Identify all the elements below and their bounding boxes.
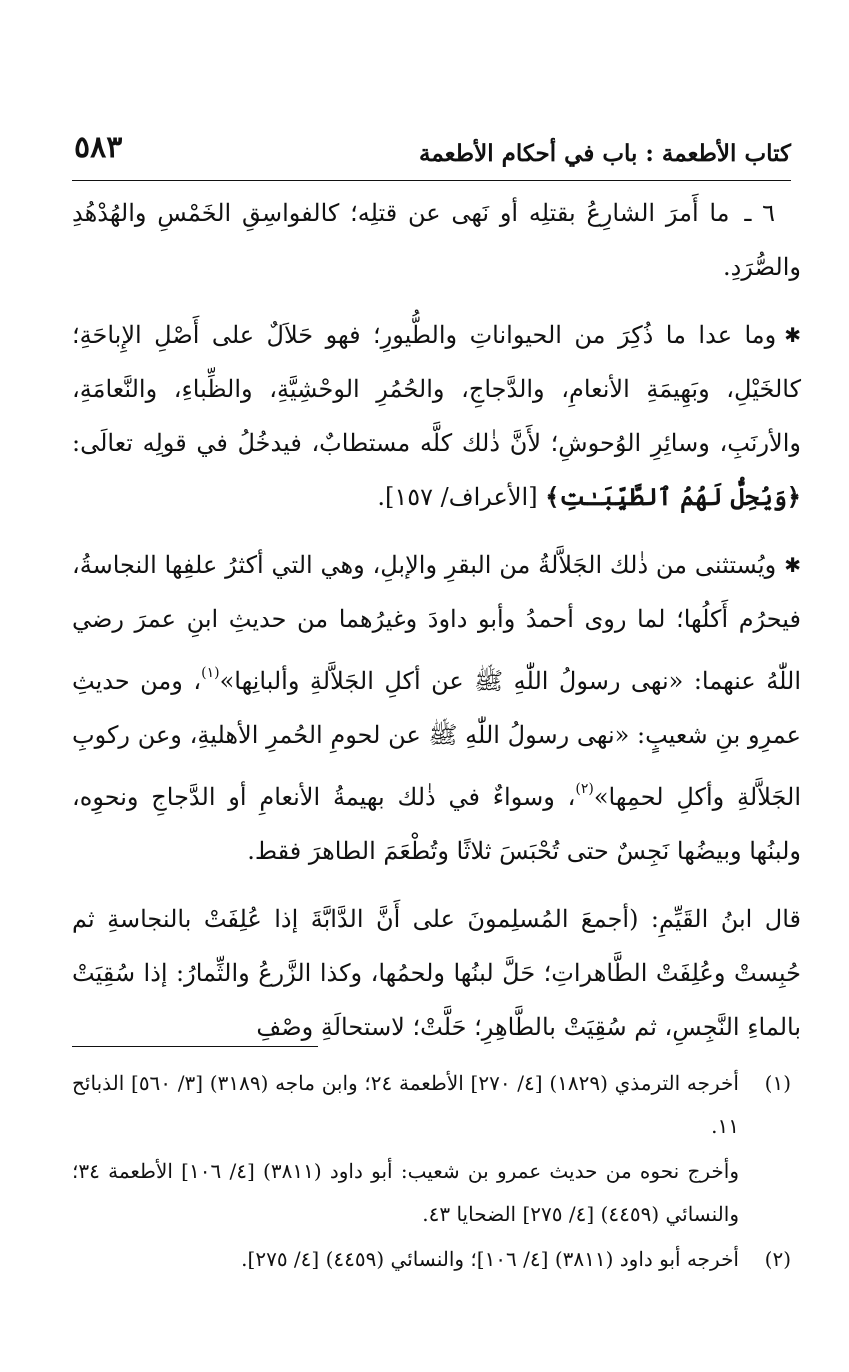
item-number: ٦ ـ [744, 199, 775, 227]
footnote-text: أخرجه أبو داود (٣٨١١) [٤/ ١٠٦]؛ والنسائي (٤٤٥٩) [٤/ ٢٧٥]. [241, 1247, 739, 1271]
main-text [72, 186, 801, 1068]
paragraph-text: ، ومن حديثِ عمرِو بنِ شعيبٍ: «نهى رسولُ اللّٰهِ ﷺ عن لحومِ الحُمرِ الأهليةِ، وعن ركوبِ الجَلاَّلةِ وأكلِ لحمِها» [72, 667, 802, 811]
footnote-text: أخرجه الترمذي (١٨٢٩) [٤/ ٢٧٠] الأطعمة ٢٤؛ وابن ماجه (٣١٨٩) [٣/ ٥٦٠] الذبائح ١١. [72, 1071, 739, 1138]
asterisk-icon: ✱ [784, 323, 801, 347]
asterisk-icon: ✱ [784, 553, 801, 577]
paragraph-6 [72, 186, 801, 294]
footnote-1 [72, 1062, 791, 1148]
paragraph-text: ، وسواءٌ في ذٰلك بهيمةُ الأنعامِ أو الدَّجاجِ ونحوِه، ولبنُها وبيضُها نَجِسٌ حتى تُحْبَسَ ثلاثًا وتُطْعَمَ الطاهرَ فقط. [72, 783, 801, 865]
paragraph-ibn-qayyim [72, 892, 801, 1054]
paragraph-jallala [72, 538, 801, 878]
paragraph-permitted-animals [72, 308, 801, 524]
footnote-2 [72, 1238, 791, 1281]
quran-verse: ﴿وَيُحِلُّ لَهُمُ ٱلطَّيِّبَـٰتِ﴾ [545, 482, 801, 511]
verse-citation: [الأعراف/ ١٥٧]. [377, 483, 538, 511]
footnote-ref-1[interactable]: (١) [201, 665, 220, 681]
footnote-ref-2[interactable]: (٢) [575, 781, 594, 797]
footnote-divider [72, 1046, 318, 1047]
footnote-1-continued [72, 1150, 791, 1236]
running-header [72, 120, 791, 181]
paragraph-text: وما عدا ما ذُكِرَ من الحيواناتِ والطُّيورِ؛ فهو حَلاَلٌ على أَصْلِ الإِباحَةِ؛ كالخَيْلِ، وبَهِيمَةِ الأنعامِ، والدَّجاجِ، والحُمُرِ الوحْشِيَّةِ، والظِّباءِ، والنَّعامَةِ، والأرنَبِ، وسائِرِ الوُحوشِ؛ لأَنَّ ذٰلك كلَّه مستطابٌ، فيدخُلُ في قولِه تعالَى: [72, 321, 801, 457]
chapter-title: كتاب الأطعمة : باب في أحكام الأطعمة [419, 140, 791, 167]
paragraph-text: ويُستثنى من ذٰلك الجَلاَّلةُ من البقرِ والإبلِ، وهي التي أكثرُ علفِها النجاسةُ، فيحرُم أَكلُها؛ لما روى أحمدُ وأبو داودَ وغيرُهما من حديثِ ابنِ عمرَ رضي اللّٰهُ عنهما: «نهى رسولُ اللّٰهِ ﷺ عن أكلِ الجَلاَّلةِ وألبانِها» [72, 551, 802, 695]
footnote-number: (٢) [764, 1247, 791, 1271]
paragraph-text: قال ابنُ القَيِّمِ: (أجمعَ المُسلِمونَ على أَنَّ الدَّابَّةَ إذا عُلِفَتْ بالنجاسةِ ثم حُبِستْ وعُلِفَتْ الطَّاهراتِ؛ حَلَّ لبنُها ولحمُها، وكذا الزَّرعُ والثِّمارُ: إذا سُقِيَتْ بالماءِ النَّجِسِ، ثم سُقِيَتْ بالطَّاهِرِ؛ حَلَّتْ؛ لاستحالَةِ وصْفِ [72, 905, 801, 1041]
footnote-number: (١) [764, 1071, 791, 1095]
page-number: ٥٨٣ [74, 130, 123, 165]
paragraph-text: ما أَمرَ الشارِعُ بقتلِه أو نَهى عن قتلِه؛ كالفواسِقِ الخَمْسِ والهُدْهُدِ والصُّرَدِ. [72, 199, 801, 281]
footnote-text: وأخرج نحوه من حديث عمرو بن شعيب: أبو داود (٣٨١١) [٤/ ١٠٦] الأطعمة ٣٤؛ والنسائي (٤٤٥٩) [٤/ ٢٧٥] الضحايا ٤٣. [72, 1159, 739, 1226]
footnotes [72, 1062, 791, 1281]
